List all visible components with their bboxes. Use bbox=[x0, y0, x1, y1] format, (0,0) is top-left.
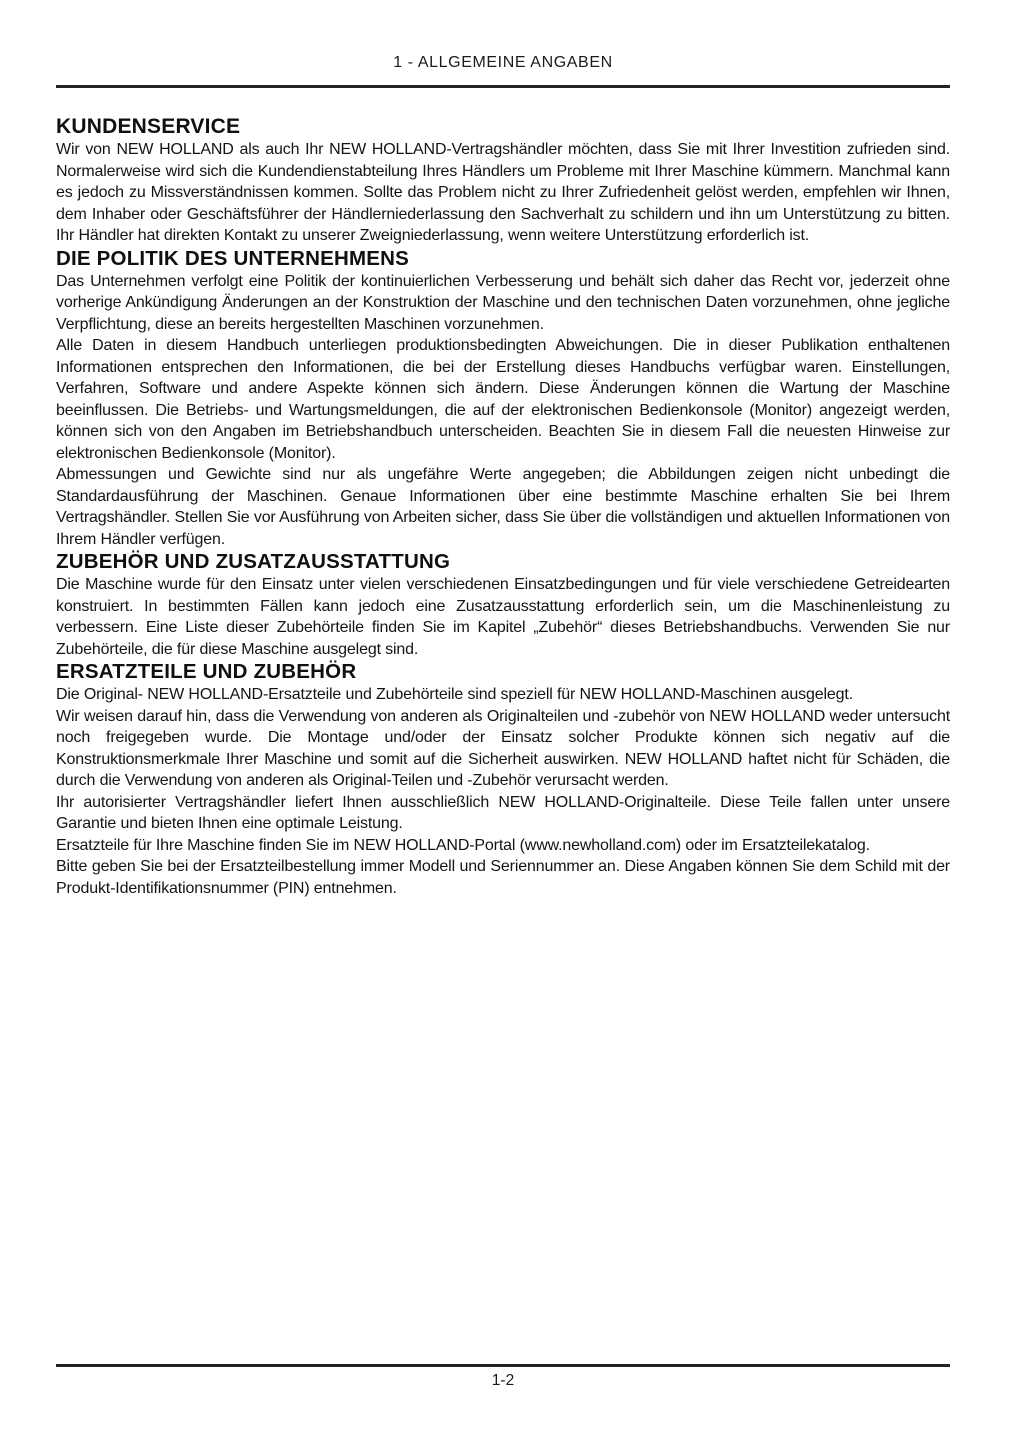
page-content bbox=[56, 0, 950, 899]
paragraph-politik-1: Das Unternehmen verfolgt eine Politik der kontinuierlichen Verbesserung und behält sich daher das Recht vor, jederzeit ohne vorherige Ankündigung Änderungen an der Konstruktion der Maschine und den technischen Daten vorzunehmen, ohne jegliche Verpflichtung, diese an bereits hergestellten Maschinen vorzunehmen. bbox=[56, 272, 950, 333]
paragraph-ersatzteile-3: Ihr autorisierter Vertragshändler liefert Ihnen ausschließlich NEW HOLLAND-Originalteile. Diese Teile fallen unter unsere Garantie und bieten Ihnen eine optimale Leistung. bbox=[56, 793, 950, 832]
heading-zubehoer: ZUBEHÖR UND ZUSATZAUSSTATTUNG bbox=[56, 550, 451, 573]
heading-kundenservice: KUNDENSERVICE bbox=[56, 115, 241, 138]
paragraph-ersatzteile-2: Wir weisen darauf hin, dass die Verwendung von anderen als Originalteilen und -zubehör von NEW HOLLAND weder untersucht noch freigegeben wurde. Die Montage und/oder der Einsatz solcher Produkte können sich negativ auf die Konstruktionsmerkmale Ihrer Maschine und somit auf die Sicherheit auswirken. NEW HOLLAND haftet nicht für Schäden, die durch die Verwendung von anderen als Original-Teilen und -Zubehör verursacht werden. bbox=[56, 707, 950, 789]
paragraph-politik-2: Alle Daten in diesem Handbuch unterliegen produktionsbedingten Abweichungen. Die in dieser Publikation enthaltenen Informationen entsprechen den Informationen, die bei der Erstellung dieses Handbuchs verfügbar waren. Einstellungen, Verfahren, Software und andere Aspekte können sich ändern. Diese Änderungen können die Wartung der Maschine beeinflussen. Die Betriebs- und Wartungsmeldungen, die auf der elektronischen Bedienkonsole (Monitor) angezeigt werden, können sich von den Angaben im Betriebshandbuch unterscheiden. Beachten Sie in diesem Fall die neuesten Hinweise zur elektronischen Bedienkonsole (Monitor). bbox=[56, 337, 950, 462]
paragraph-ersatzteile-1: Die Original- NEW HOLLAND-Ersatzteile und Zubehörteile sind speziell für NEW HOLLAND-Maschinen ausgelegt. bbox=[56, 686, 854, 703]
paragraph-kundenservice: Wir von NEW HOLLAND als auch Ihr NEW HOLLAND-Vertragshändler möchten, dass Sie mit Ihrer Investition zufrieden sind. Normalerweise wird sich die Kundendienstabteilung Ihres Händlers um Probleme mit Ihrer Maschine kümmern. Manchmal kann es jedoch zu Missverständnissen kommen. Sollte das Problem nicht zu Ihrer Zufriedenheit gelöst werden, empfehlen wir Ihnen, dem Inhaber oder Geschäftsführer der Händlerniederlassung den Sachverhalt zu schildern und ihn um Unterstützung zu bitten. Ihr Händler hat direkten Kontakt zu unserer Zweigniederlassung, wenn weitere Unterstützung erforderlich ist. bbox=[56, 141, 950, 244]
paragraph-ersatzteile-4: Ersatzteile für Ihre Maschine finden Sie im NEW HOLLAND-Portal (www.newholland.com) oder im Ersatzteilekatalog. bbox=[56, 836, 870, 854]
page-header-title: 1 - ALLGEMEINE ANGABEN bbox=[393, 54, 613, 71]
header-divider bbox=[56, 85, 950, 88]
paragraph-politik-3: Abmessungen und Gewichte sind nur als ungefähre Werte angegeben; die Abbildungen zeigen nicht unbedingt die Standardausführung der Maschinen. Genaue Informationen über eine bestimmte Maschine erhalten Sie bei Ihrem Vertragshändler. Stellen Sie vor Ausführung von Arbeiten sicher, dass Sie über die vollständigen und aktuellen Informationen von Ihrem Händler verfügen. bbox=[56, 466, 950, 548]
page-number: 1-2 bbox=[491, 1372, 515, 1389]
paragraph-ersatzteile-5: Bitte geben Sie bei der Ersatzteilbestellung immer Modell und Seriennummer an. Diese Angaben können Sie dem Schild mit der Produkt-Identifikationsnummer (PIN) entnehmen. bbox=[56, 858, 950, 897]
footer-divider bbox=[56, 1364, 950, 1367]
heading-politik: DIE POLITIK DES UNTERNEHMENS bbox=[56, 246, 409, 270]
page-footer bbox=[56, 1364, 950, 1390]
paragraph-zubehoer: Die Maschine wurde für den Einsatz unter vielen verschiedenen Einsatzbedingungen und für viele verschiedene Getreidearten konstruiert. In bestimmten Fällen kann jedoch eine Zusatzausstattung erforderlich sein, um die Maschinenleistung zu verbessern. Eine Liste dieser Zubehörteile finden Sie im Kapitel „Zubehör“ dieses Betriebshandbuchs. Verwenden Sie nur Zubehörteile, die für diese Maschine ausgelegt sind. bbox=[56, 576, 950, 658]
heading-ersatzteile: ERSATZTEILE UND ZUBEHÖR bbox=[56, 660, 357, 683]
